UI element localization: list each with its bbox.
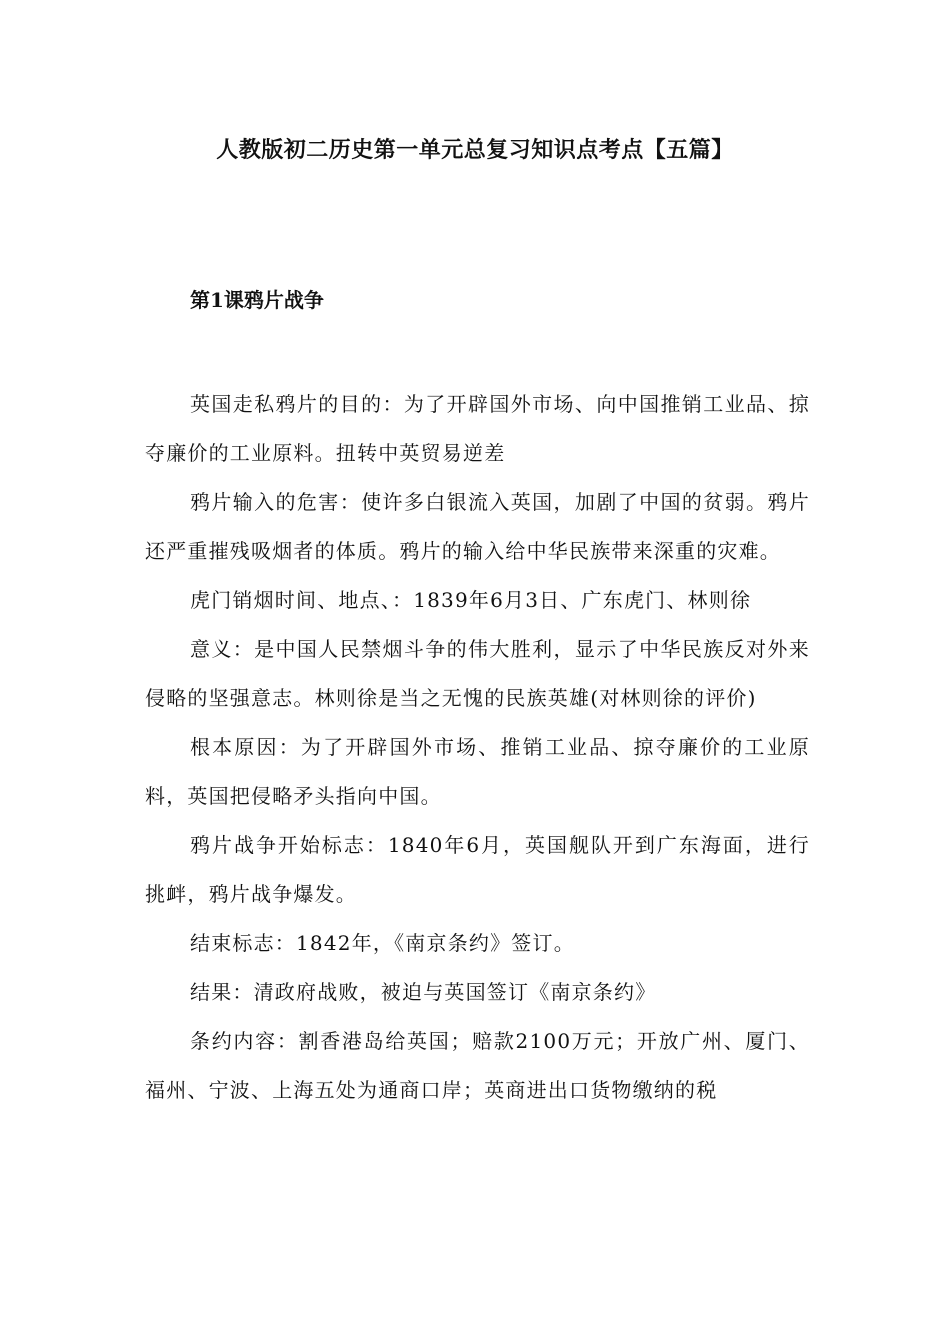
- paragraph-treaty-content: 条约内容：割香港岛给英国；赔款2100万元；开放广州、厦门、福州、宁波、上海五处为通商口岸；英商进出口货物缴纳的税: [145, 1029, 810, 1102]
- paragraph-war-end: 结束标志：1842年，《南京条约》签订。: [190, 931, 575, 955]
- document-title: 人教版初二历史第一单元总复习知识点考点【五篇】: [216, 138, 734, 163]
- paragraph-significance: 意义：是中国人民禁烟斗争的伟大胜利，显示了中华民族反对外来侵略的坚强意志。林则徐是当之无愧的民族英雄(对林则徐的评价): [145, 637, 810, 710]
- body-text: [145, 380, 810, 1115]
- paragraph-result: 结果：清政府战败，被迫与英国签订《南京条约》: [190, 980, 657, 1004]
- paragraph-smuggling-purpose: 英国走私鸦片的目的：为了开辟国外市场、向中国推销工业品、掠夺廉价的工业原料。扭转中英贸易逆差: [145, 392, 810, 465]
- paragraph-root-cause: 根本原因：为了开辟国外市场、推销工业品、掠夺廉价的工业原料，英国把侵略矛头指向中国。: [145, 735, 810, 808]
- paragraph-opium-harm: 鸦片输入的危害：使许多白银流入英国，加剧了中国的贫弱。鸦片还严重摧残吸烟者的体质。鸦片的输入给中华民族带来深重的灾难。: [145, 490, 810, 563]
- paragraph-humen-destruction: 虎门销烟时间、地点、：1839年6月3日、广东虎门、林则徐: [190, 588, 752, 612]
- lesson-heading: 第1课鸦片战争: [190, 288, 324, 312]
- paragraph-war-start: 鸦片战争开始标志：1840年6月，英国舰队开到广东海面，进行挑衅，鸦片战争爆发。: [145, 833, 810, 906]
